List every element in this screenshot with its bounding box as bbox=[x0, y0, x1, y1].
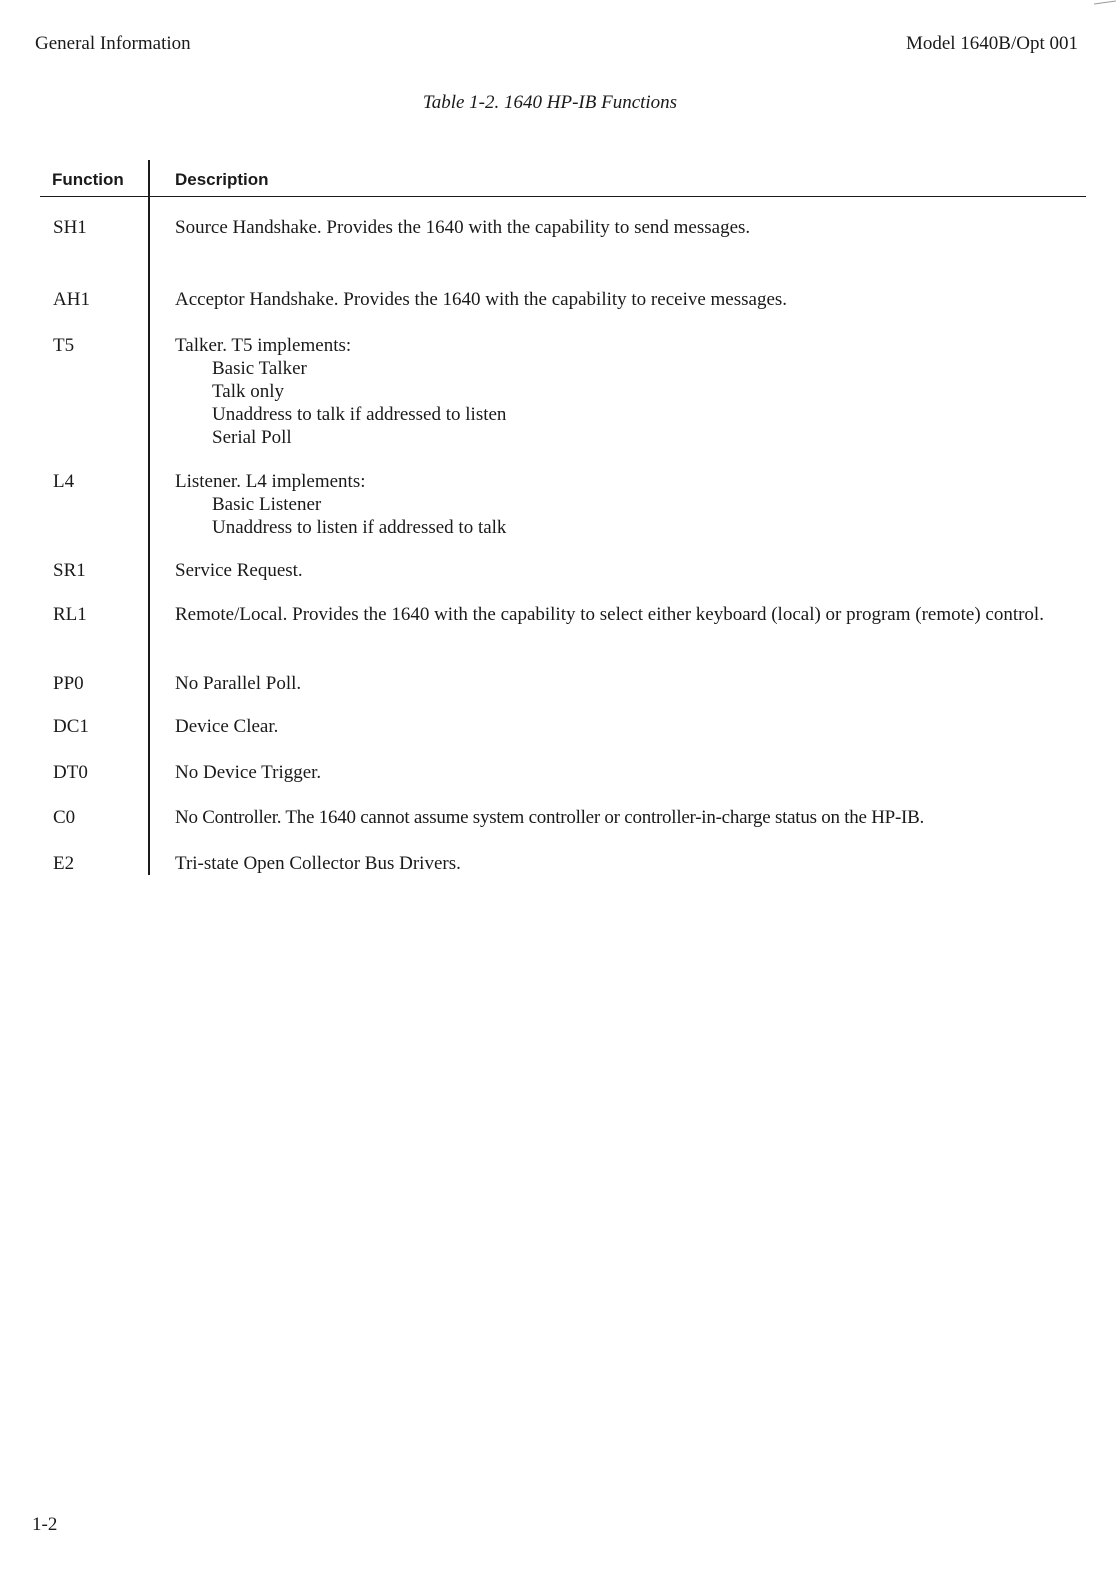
implementation-item: Talk only bbox=[212, 381, 285, 402]
function-code: DT0 bbox=[53, 762, 88, 783]
function-description: No Controller. The 1640 cannot assume system controller or controller-in-charge status on the HP-IB. bbox=[175, 807, 925, 828]
function-description: No Parallel Poll. bbox=[175, 673, 302, 694]
section-header: General Information bbox=[35, 33, 191, 54]
description-column-header: Description bbox=[175, 170, 269, 189]
function-description: Talker. T5 implements: bbox=[175, 335, 352, 356]
function-description: Device Clear. bbox=[175, 716, 279, 737]
table-header bbox=[40, 160, 1086, 197]
function-code: SH1 bbox=[53, 217, 87, 238]
function-code: E2 bbox=[53, 853, 75, 874]
implementation-item: Serial Poll bbox=[212, 427, 292, 448]
implementation-item: Unaddress to listen if addressed to talk bbox=[212, 517, 507, 538]
function-code: RL1 bbox=[53, 604, 87, 625]
function-code: SR1 bbox=[53, 560, 86, 581]
function-description: Listener. L4 implements: bbox=[175, 471, 366, 492]
column-divider bbox=[148, 160, 150, 875]
function-description: No Device Trigger. bbox=[175, 762, 322, 783]
function-code: AH1 bbox=[53, 289, 90, 310]
function-column-header: Function bbox=[52, 170, 124, 189]
function-code: T5 bbox=[53, 335, 75, 356]
model-header: Model 1640B/Opt 001 bbox=[905, 33, 1078, 54]
function-description: Remote/Local. Provides the 1640 with the capability to select either keyboard (local) or program (remote) control. bbox=[175, 604, 1044, 625]
implementation-item: Basic Listener bbox=[212, 494, 322, 515]
function-description-block bbox=[175, 334, 1070, 449]
function-description: Source Handshake. Provides the 1640 with the capability to send messages. bbox=[175, 217, 751, 238]
functions-table bbox=[40, 160, 1086, 874]
function-code: C0 bbox=[53, 807, 76, 828]
function-description: Acceptor Handshake. Provides the 1640 with the capability to receive messages. bbox=[175, 289, 788, 310]
implementation-item: Basic Talker bbox=[212, 358, 307, 379]
implementation-item: Unaddress to talk if addressed to listen bbox=[212, 404, 507, 425]
function-description: Service Request. bbox=[175, 560, 303, 581]
function-description: Tri-state Open Collector Bus Drivers. bbox=[175, 853, 461, 874]
page-number: 1-2 bbox=[32, 1514, 58, 1535]
scan-mark bbox=[1094, 0, 1116, 4]
table-caption: Table 1-2. 1640 HP-IB Functions bbox=[422, 92, 678, 113]
function-code: L4 bbox=[53, 471, 75, 492]
function-code: DC1 bbox=[53, 716, 89, 737]
function-description-block bbox=[175, 470, 1070, 539]
function-code: PP0 bbox=[53, 673, 84, 694]
